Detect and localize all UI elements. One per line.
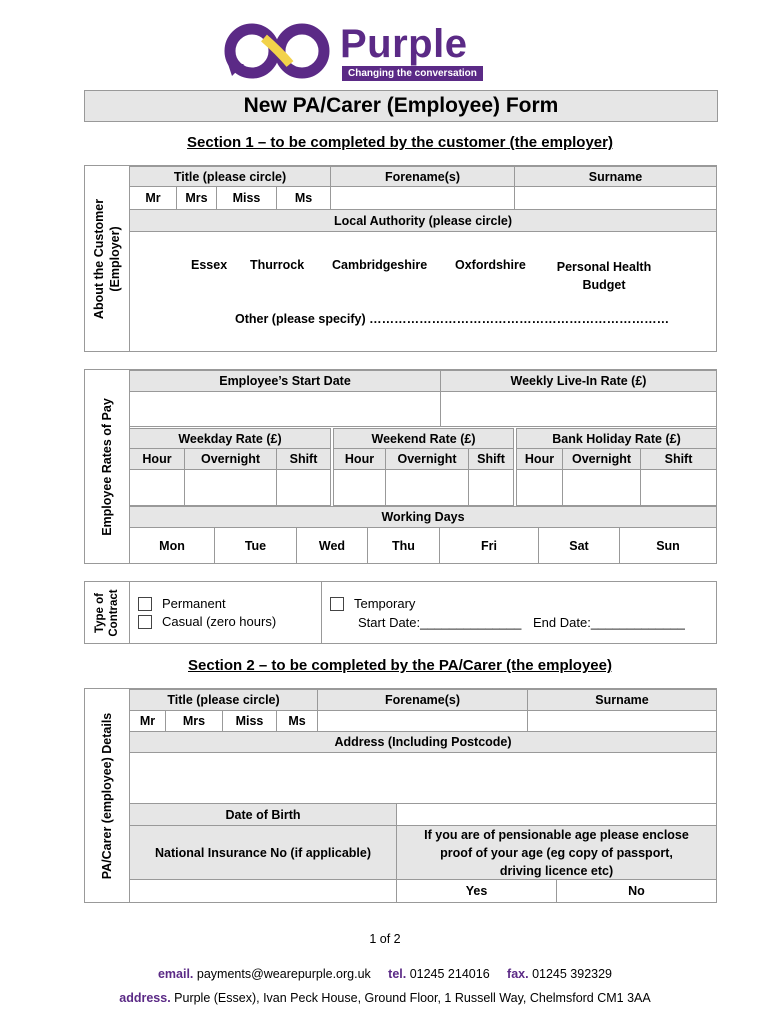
brand-tagline: Changing the conversation — [342, 66, 483, 81]
employee-forename-header: Forename(s) — [317, 689, 528, 711]
authority-other[interactable]: Other (please specify) ……………………………………………………………… — [235, 312, 670, 326]
authority-cambridgeshire[interactable]: Cambridgeshire — [332, 258, 428, 272]
employee-title-miss[interactable]: Miss — [222, 710, 277, 732]
address-label: address. — [119, 991, 171, 1005]
weekday-hour-input[interactable] — [129, 469, 185, 506]
temporary-checkbox[interactable] — [330, 597, 344, 611]
weekend-shift: Shift — [468, 448, 514, 470]
weekday-shift: Shift — [276, 448, 331, 470]
rates-side-label — [84, 369, 130, 564]
weekend-hour: Hour — [333, 448, 386, 470]
address-value: Purple (Essex), Ivan Peck House, Ground Floor, 1 Russell Way, Chelmsford CM1 3AA — [174, 991, 651, 1005]
bank-holiday-header: Bank Holiday Rate (£) — [516, 428, 717, 449]
customer-side-label-line1: About the Customer — [92, 198, 106, 319]
day-thu[interactable]: Thu — [367, 527, 440, 564]
weekday-hour: Hour — [129, 448, 185, 470]
start-date-header: Employee’s Start Date — [129, 370, 441, 392]
email-link[interactable]: payments@wearepurple.org.uk — [196, 967, 371, 981]
bank-holiday-overnight-input[interactable] — [562, 469, 641, 506]
authority-phb[interactable] — [548, 258, 660, 294]
employee-forename-input[interactable] — [317, 710, 528, 732]
employee-title-mr[interactable]: Mr — [129, 710, 166, 732]
day-mon[interactable]: Mon — [129, 527, 215, 564]
permanent-option[interactable] — [138, 596, 226, 611]
employee-title-header: Title (please circle) — [129, 689, 318, 711]
brand-name: Purple — [340, 22, 468, 66]
temporary-start-date[interactable]: Start Date:______________ — [358, 615, 522, 630]
temporary-end-date[interactable]: End Date:_____________ — [533, 615, 685, 630]
dob-input[interactable] — [396, 803, 717, 826]
employee-surname-input[interactable] — [527, 710, 717, 732]
bank-holiday-hour-input[interactable] — [516, 469, 563, 506]
bank-holiday-overnight: Overnight — [562, 448, 641, 470]
employee-title-ms[interactable]: Ms — [276, 710, 318, 732]
bank-holiday-shift-input[interactable] — [640, 469, 717, 506]
casual-checkbox[interactable] — [138, 615, 152, 629]
permanent-checkbox[interactable] — [138, 597, 152, 611]
ni-input[interactable] — [129, 879, 397, 903]
customer-forename-input[interactable] — [330, 186, 515, 210]
contract-divider — [321, 581, 322, 644]
weekend-overnight-input[interactable] — [385, 469, 469, 506]
pension-note-line2: proof of your age (eg copy of passport, — [440, 845, 673, 860]
address-header: Address (Including Postcode) — [129, 731, 717, 753]
day-tue[interactable]: Tue — [214, 527, 297, 564]
weekend-hour-input[interactable] — [333, 469, 386, 506]
rates-side-label-text: Employee Rates of Pay — [100, 397, 114, 536]
pension-yes[interactable]: Yes — [396, 879, 557, 903]
local-authority-header: Local Authority (please circle) — [129, 209, 717, 232]
page-number: 1 of 2 — [369, 932, 401, 946]
employee-side-label-text: PA/Carer (employee) Details — [100, 712, 114, 879]
tel-label: tel. — [388, 967, 407, 981]
weekday-overnight: Overnight — [184, 448, 277, 470]
day-sat[interactable]: Sat — [538, 527, 620, 564]
casual-option[interactable] — [138, 614, 276, 629]
employee-side-label — [84, 688, 130, 903]
authority-phb-line2: Budget — [582, 278, 626, 292]
customer-title-mr[interactable]: Mr — [129, 186, 177, 210]
weekday-overnight-input[interactable] — [184, 469, 277, 506]
live-in-header: Weekly Live-In Rate (£) — [440, 370, 717, 392]
customer-side-label-line2: (Employer) — [108, 225, 122, 292]
day-sun[interactable]: Sun — [619, 527, 717, 564]
address-input[interactable] — [129, 752, 717, 804]
fax-label: fax. — [507, 967, 529, 981]
footer-contact — [0, 967, 770, 981]
brand-logo — [224, 20, 504, 84]
section2-title: Section 2 – to be completed by the PA/Carer (the employee) — [188, 657, 612, 674]
customer-side-label — [84, 165, 130, 352]
casual-label: Casual (zero hours) — [162, 614, 277, 629]
weekday-shift-input[interactable] — [276, 469, 331, 506]
temporary-option[interactable] — [330, 596, 415, 611]
form-title: New PA/Carer (Employee) Form — [84, 90, 718, 122]
email-label: email. — [157, 967, 194, 981]
footer-address — [0, 991, 770, 1005]
section1-title: Section 1 – to be completed by the customer (the employer) — [187, 134, 613, 151]
pension-no[interactable]: No — [556, 879, 717, 903]
employee-surname-header: Surname — [527, 689, 717, 711]
authority-phb-line1: Personal Health — [556, 260, 652, 274]
start-date-input[interactable] — [129, 391, 441, 427]
tel-value: 01245 214016 — [409, 967, 490, 981]
contract-side-label — [84, 581, 130, 644]
weekend-header: Weekend Rate (£) — [333, 428, 514, 449]
pension-note-line1: If you are of pensionable age please enclose — [424, 827, 689, 842]
employee-title-mrs[interactable]: Mrs — [165, 710, 223, 732]
weekday-header: Weekday Rate (£) — [129, 428, 331, 449]
day-wed[interactable]: Wed — [296, 527, 368, 564]
contract-block — [129, 581, 717, 644]
customer-surname-input[interactable] — [514, 186, 717, 210]
working-days-header: Working Days — [129, 506, 717, 528]
pension-note-line3: driving licence etc) — [499, 863, 614, 878]
customer-title-miss[interactable]: Miss — [216, 186, 277, 210]
contract-side-label-line2: Contract — [108, 588, 120, 637]
live-in-input[interactable] — [440, 391, 717, 427]
bank-holiday-hour: Hour — [516, 448, 563, 470]
permanent-label: Permanent — [162, 596, 226, 611]
dob-header: Date of Birth — [129, 803, 397, 826]
authority-essex[interactable]: Essex — [191, 258, 228, 272]
temporary-label: Temporary — [354, 596, 416, 611]
weekend-shift-input[interactable] — [468, 469, 514, 506]
weekend-overnight: Overnight — [385, 448, 469, 470]
customer-surname-header: Surname — [514, 166, 717, 187]
bank-holiday-shift: Shift — [640, 448, 717, 470]
customer-title-ms[interactable]: Ms — [276, 186, 331, 210]
authority-oxfordshire[interactable]: Oxfordshire — [455, 258, 526, 272]
ni-header: National Insurance No (if applicable) — [129, 825, 397, 880]
infinity-logo-icon — [224, 20, 334, 82]
customer-forename-header: Forename(s) — [330, 166, 515, 187]
customer-title-header: Title (please circle) — [129, 166, 331, 187]
day-fri[interactable]: Fri — [439, 527, 539, 564]
authority-thurrock[interactable]: Thurrock — [250, 258, 305, 272]
fax-value: 01245 392329 — [532, 967, 613, 981]
contract-side-label-line1: Type of — [94, 592, 106, 633]
customer-title-mrs[interactable]: Mrs — [176, 186, 217, 210]
pension-note — [396, 825, 717, 880]
